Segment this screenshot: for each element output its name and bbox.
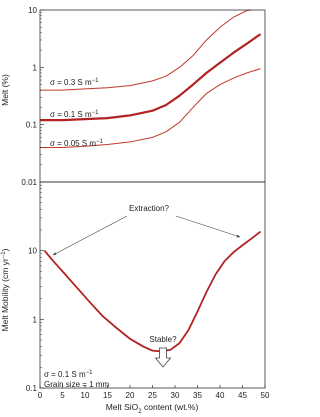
x-tick-label: 0 xyxy=(37,391,43,400)
mobility-y-axis-title: Melt Mobility (cm $yr^{-1}$) xyxy=(0,248,10,332)
series-label-1: σ = 0.1 S $m^{-1}$ xyxy=(50,110,99,119)
x-tick-label: 30 xyxy=(170,391,180,400)
x-tick-label: 15 xyxy=(103,391,112,400)
top-y-tick-label: 1 xyxy=(32,63,37,73)
x-tick-label: 45 xyxy=(238,391,247,400)
series-label-0: σ = 0.3 S $m^{-1}$ xyxy=(50,78,99,87)
bot-y-tick-label: 10 xyxy=(28,246,37,256)
top-y-tick-label: 10 xyxy=(28,6,37,15)
top-y-tick-label: 0.01 xyxy=(21,178,37,187)
top-y-tick-label: 0.1 xyxy=(25,120,37,130)
x-tick-label: 10 xyxy=(80,391,90,400)
bot-y-tick-label: 1 xyxy=(32,315,37,325)
x-tick-label: 20 xyxy=(125,391,135,400)
stable-label: Stable? xyxy=(149,335,177,344)
sigma-annotation: σ = 0.1 S $m^{-1}$ xyxy=(44,370,93,379)
grain-size-annotation: Grain size = 1 mm xyxy=(44,380,110,389)
x-tick-label: 40 xyxy=(215,391,225,400)
bot-y-tick-label: 0.1 xyxy=(25,384,37,393)
x-tick-label: 5 xyxy=(60,391,65,400)
x-tick-label: 25 xyxy=(148,391,157,400)
x-tick-label: 35 xyxy=(193,391,202,400)
x-axis-title: Melt SiO$_2$ content (wt.%) xyxy=(105,402,199,415)
series-label-2: σ = 0.05 S $m^{-1}$ xyxy=(50,139,103,148)
melt-y-axis-title: Melt (%) xyxy=(0,74,10,106)
x-tick-label: 50 xyxy=(260,391,270,400)
extraction-label: Extraction? xyxy=(128,204,170,213)
